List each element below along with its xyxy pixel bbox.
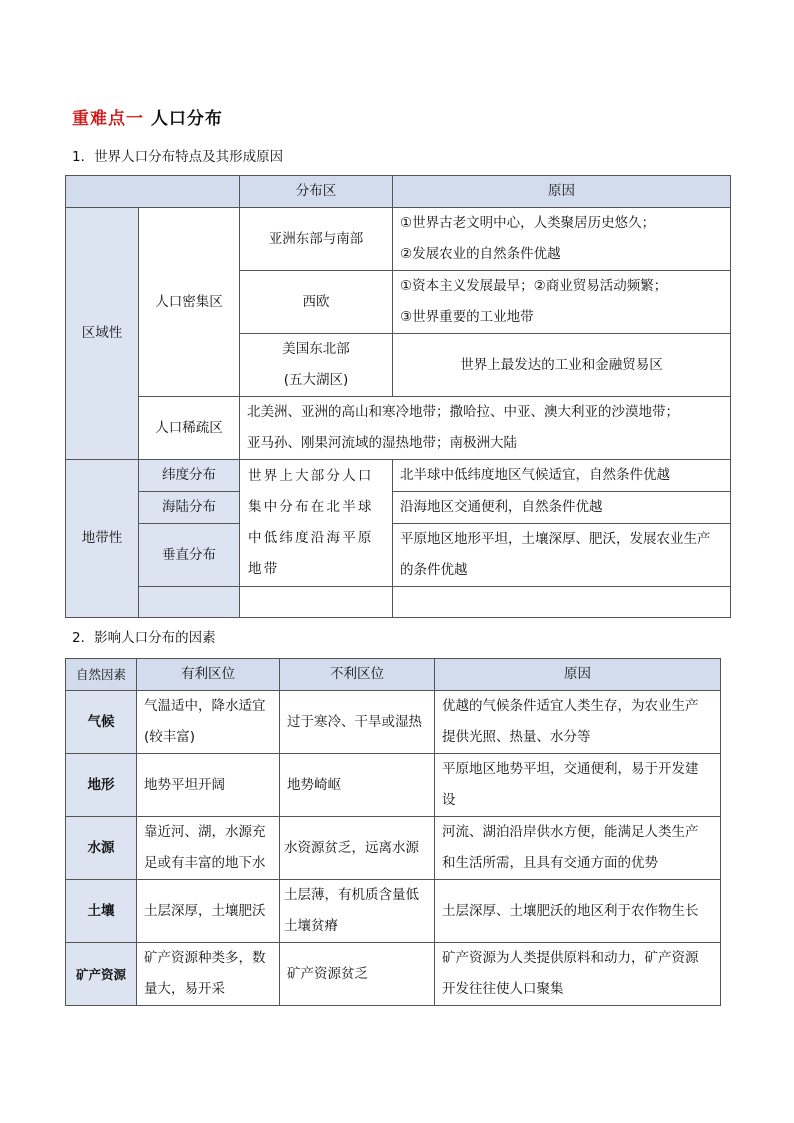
cell-line: 地势崎岖 [287, 776, 341, 793]
favorable-cell [137, 691, 280, 754]
cell-line: (较丰富) [144, 729, 196, 745]
area-east-south-asia: 亚洲东部与南部 [240, 208, 393, 271]
reason-cell [435, 880, 721, 943]
sparse-label: 人口稀疏区 [139, 397, 240, 460]
cell-line: 和生活所需，且具有交通方面的优势 [442, 855, 658, 871]
header-blank [66, 176, 240, 208]
favorable-cell [137, 754, 280, 817]
cell-line: 提供光照、热量、水分等 [442, 729, 591, 745]
unfavorable-cell [280, 880, 435, 943]
section2-heading: 2．影响人口分布的因素 [72, 630, 216, 646]
regional-label: 区域性 [66, 208, 139, 460]
cell-line: 优越的气候条件适宜人类生存，为农业生产 [442, 698, 699, 714]
zonal-shared-area: 世界上大部分人口集中分布在北半球中低纬度沿海平原地带 [240, 460, 393, 587]
cell-line: 河流、湖泊沿岸供水方便，能满足人类生产 [442, 824, 699, 840]
cell-line: 开发往往使人口聚集 [442, 981, 564, 997]
area-western-europe: 西欧 [240, 271, 393, 334]
reason-cell [435, 691, 721, 754]
cell-line: 土层深厚，土壤肥沃 [144, 902, 266, 919]
table-row [66, 880, 721, 943]
cell-line: 靠近河、湖，水源充 [144, 824, 266, 840]
unfavorable-cell [280, 691, 435, 754]
reason-line: ③世界重要的工业地带 [400, 309, 534, 325]
favorable-cell [137, 880, 280, 943]
area-northeast-us [240, 334, 393, 397]
cell-line: 足或有丰富的地下水 [144, 855, 266, 871]
reason-cell [435, 943, 721, 1006]
reason-northeast-us: 世界上最发达的工业和金融贸易区 [393, 334, 731, 397]
empty-cell [240, 587, 393, 618]
unfavorable-cell [280, 817, 435, 880]
land-sea-label: 海陆分布 [139, 492, 240, 524]
reason-line: ②发展农业的自然条件优越 [400, 246, 561, 262]
cell-line: 矿产资源为人类提供原料和动力，矿产资源 [442, 950, 699, 966]
factor-minerals: 矿产资源 [66, 943, 137, 1006]
section1-heading: 1．世界人口分布特点及其形成原因 [72, 149, 284, 165]
reason-line: 平原地区地形平坦，土壤深厚、肥沃，发展农业生产 [400, 531, 711, 547]
cell-line: 矿产资源贫乏 [287, 965, 368, 982]
cell-line: 水资源贫乏，远离水源 [284, 839, 419, 856]
unfavorable-cell [280, 943, 435, 1006]
empty-cell [139, 587, 240, 618]
reason-cell [435, 754, 721, 817]
factor-terrain: 地形 [66, 754, 137, 817]
population-distribution-table [65, 175, 731, 618]
reason-east-south-asia [393, 208, 731, 271]
reason-cell [435, 817, 721, 880]
unfavorable-cell [280, 754, 435, 817]
vertical-label: 垂直分布 [139, 524, 240, 587]
vertical-reason [393, 524, 731, 587]
factor-climate: 气候 [66, 691, 137, 754]
reason-line: 的条件优越 [400, 562, 468, 578]
header-reason: 原因 [435, 659, 721, 691]
favorable-cell [137, 817, 280, 880]
cell-line: 气温适中，降水适宜 [144, 698, 266, 714]
factor-water: 水源 [66, 817, 137, 880]
table-row [66, 691, 721, 754]
header-area: 分布区 [240, 176, 393, 208]
dense-label: 人口密集区 [139, 208, 240, 397]
area-line: 美国东北部 [282, 341, 350, 357]
header-factor: 自然因素 [66, 659, 137, 691]
cell-line: 设 [442, 792, 456, 808]
cell-line: 矿产资源种类多，数 [144, 950, 266, 966]
page-title [72, 104, 223, 129]
sparse-description [240, 397, 731, 460]
land-sea-reason: 沿海地区交通便利，自然条件优越 [393, 492, 731, 524]
favorable-cell [137, 943, 280, 1006]
cell-line: 量大，易开采 [144, 981, 225, 997]
reason-line: ①世界古老文明中心，人类聚居历史悠久； [400, 215, 656, 231]
table-row [66, 817, 721, 880]
table-row [66, 754, 721, 817]
cell-line: 平原地区地势平坦，交通便利，易于开发建 [442, 761, 699, 777]
table-row [66, 943, 721, 1006]
reason-western-europe [393, 271, 731, 334]
factors-table [65, 658, 721, 1006]
cell-line: 地势平坦开阔 [144, 776, 225, 793]
sparse-line: 亚马孙、刚果河流域的湿热地带；南极洲大陆 [247, 435, 517, 451]
title-rest: 人口分布 [150, 109, 223, 129]
cell-line: 土壤贫瘠 [284, 918, 338, 934]
latitude-reason: 北半球中低纬度地区气候适宜，自然条件优越 [393, 460, 731, 492]
cell-line: 过于寒冷、干旱或湿热 [287, 713, 422, 730]
area-line: (五大湖区) [283, 372, 349, 388]
cell-line: 土层深厚、土壤肥沃的地区利于农作物生长 [442, 902, 699, 919]
header-reason: 原因 [393, 176, 731, 208]
latitude-label: 纬度分布 [139, 460, 240, 492]
factor-soil: 土壤 [66, 880, 137, 943]
header-unfavorable: 不利区位 [280, 659, 435, 691]
cell-line: 土层薄，有机质含量低 [284, 887, 419, 903]
header-favorable: 有利区位 [137, 659, 280, 691]
reason-line: ①资本主义发展最早；②商业贸易活动频繁； [400, 278, 668, 294]
zonal-label: 地带性 [66, 460, 139, 618]
empty-cell [393, 587, 731, 618]
title-highlight: 重难点一 [72, 109, 144, 129]
sparse-line: 北美洲、亚洲的高山和寒冷地带；撒哈拉、中亚、澳大利亚的沙漠地带； [247, 404, 679, 420]
